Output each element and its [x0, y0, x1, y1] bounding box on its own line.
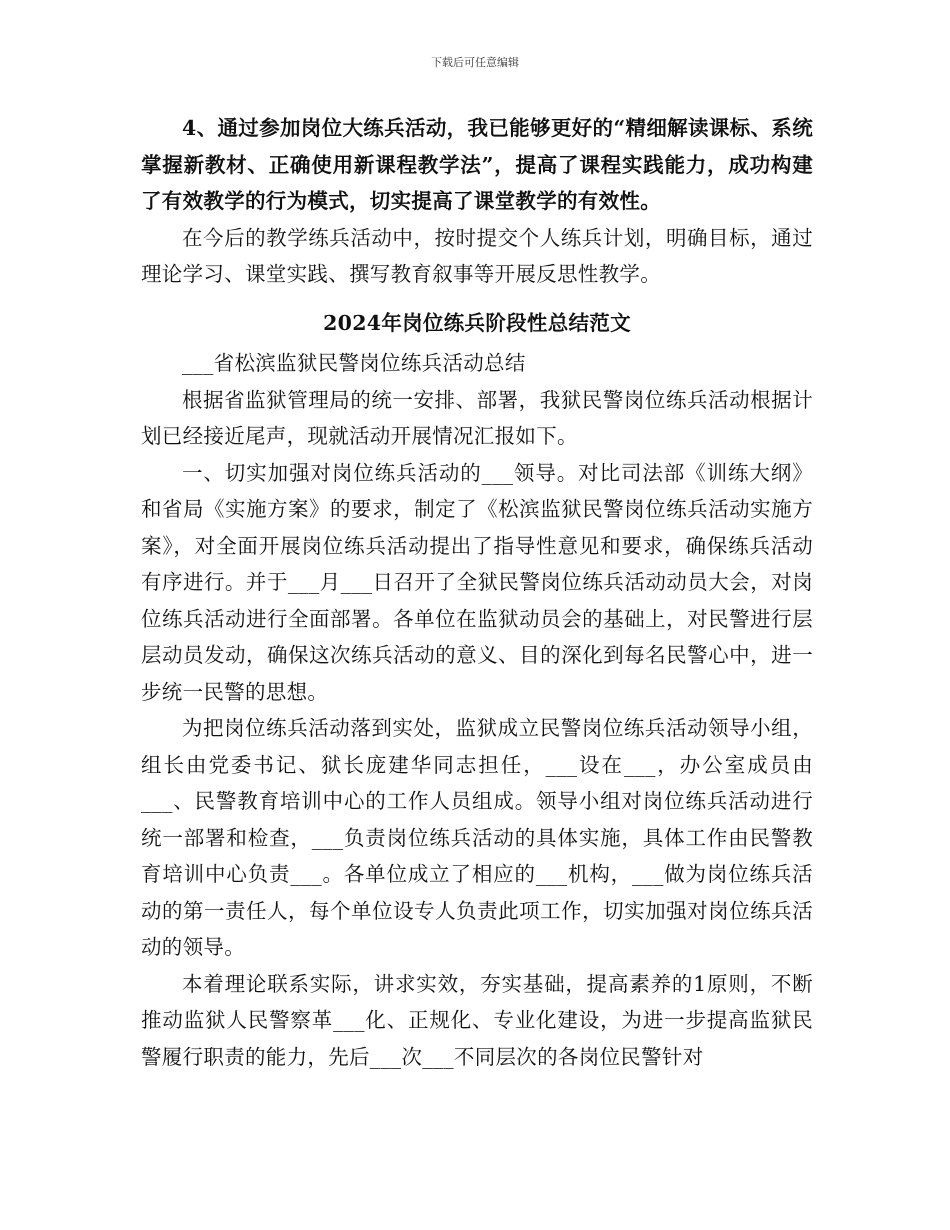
document-body [141, 110, 813, 1075]
paragraph-future-plan: 在今后的教学练兵活动中，按时提交个人练兵计划，明确目标，通过理论学习、课堂实践、撰写教育叙事等开展反思性教学。 [141, 225, 813, 286]
paragraph-intro: 根据省监狱管理局的统一安排、部署，我狱民警岗位练兵活动根据计划已经接近尾声，现就活动开展情况汇报如下。 [141, 387, 813, 448]
document-title: 2024年岗位练兵阶段性总结范文 [323, 310, 631, 335]
paragraph-principle: 本着理论联系实际，讲求实效，夯实基础，提高素养的1原则，不断推动监狱人民警察革___化、正规化、专业化建设，为进一步提高监狱民警履行职责的能力，先后___次___不同层次的各岗位民警针对 [141, 971, 813, 1069]
paragraph-subtitle: ___省松滨监狱民警岗位练兵活动总结 [182, 351, 526, 375]
paragraph-point-4: 4、通过参加岗位大练兵活动，我已能够更好的“精细解读课标、系统掌握新教材、正确使用新课程教学法”，提高了课程实践能力，成功构建了有效教学的行为模式，切实提高了课堂教学的有效性。 [141, 116, 813, 213]
paragraph-section-1: 一、切实加强对岗位练兵活动的___领导。对比司法部《训练大纲》和省局《实施方案》的要求，制定了《松滨监狱民警岗位练兵活动实施方案》，对全面开展岗位练兵活动提出了指导性意见和要求，确保练兵活动有序进行。并于___月___日召开了全狱民警岗位练兵活动动员大会，对岗位练兵活动进行全面部署。各单位在监狱动员会的基础上，对民警进行层层动员发动，确保这次练兵活动的意义、目的深化到每名民警心中，进一步统一民警的思想。 [141, 460, 813, 704]
page-header: 下载后可任意编辑 [431, 56, 519, 69]
paragraph-leadership-group: 为把岗位练兵活动落到实处，监狱成立民警岗位练兵活动领导小组，组长由党委书记、狱长庞建华同志担任，___设在___，办公室成员由___、民警教育培训中心的工作人员组成。领导小组对岗位练兵活动进行统一部署和检查，___负责岗位练兵活动的具体实施，具体工作由民警教育培训中心负责___。各单位成立了相应的___机构，___做为岗位练兵活动的第一责任人，每个单位设专人负责此项工作，切实加强对岗位练兵活动的领导。 [141, 716, 813, 959]
